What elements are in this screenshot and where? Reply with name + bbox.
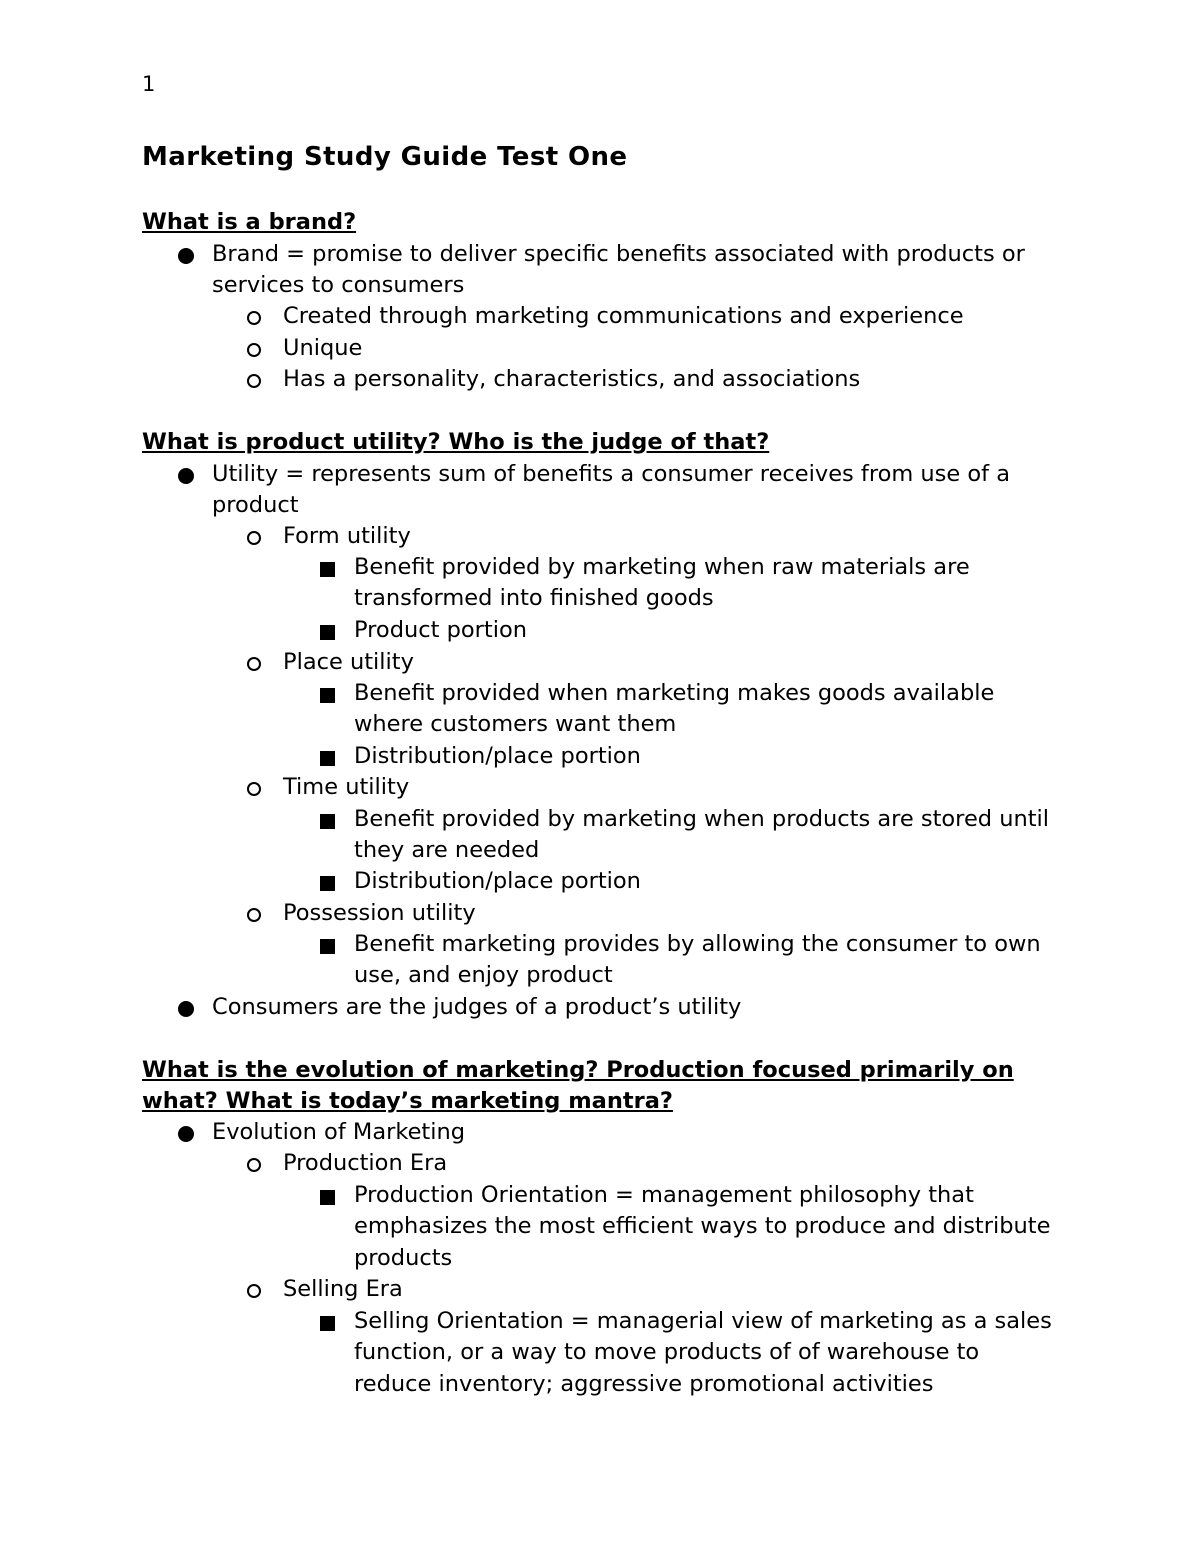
list-item <box>354 929 1054 992</box>
list-item <box>212 992 1062 1023</box>
list-item-text: Utility = represents sum of benefits a consumer receives from use of a product <box>212 461 1011 519</box>
heading-line: What is a brand? <box>142 209 357 235</box>
list-item <box>283 521 1063 552</box>
page-number: 1 <box>142 72 156 96</box>
heading-line: What is the evolution of marketing? Production focused primarily on <box>142 1057 1014 1083</box>
filled-circle-bullet-icon <box>178 1001 194 1017</box>
section-heading-brand <box>142 207 1062 238</box>
square-bullet-icon <box>320 751 335 766</box>
list-item-text: Brand = promise to deliver specific benefits associated with products or services to consumers <box>212 241 1025 299</box>
list-item-text: Consumers are the judges of a product’s utility <box>212 994 742 1020</box>
document-title: Marketing Study Guide Test One <box>142 142 628 172</box>
hollow-circle-bullet-icon <box>247 657 261 671</box>
list-item <box>283 898 1063 929</box>
hollow-circle-bullet-icon <box>247 343 261 357</box>
hollow-circle-bullet-icon <box>247 908 261 922</box>
square-bullet-icon <box>320 814 335 829</box>
list-item <box>354 804 1054 867</box>
list-item-text: Production Era <box>283 1150 448 1176</box>
list-item-text: Evolution of Marketing <box>212 1119 466 1145</box>
list-item <box>354 678 1054 741</box>
square-bullet-icon <box>320 876 335 891</box>
list-item <box>212 1117 1062 1148</box>
hollow-circle-bullet-icon <box>247 374 261 388</box>
hollow-circle-bullet-icon <box>247 531 261 545</box>
list-item <box>283 301 1063 332</box>
list-item-text: Distribution/place portion <box>354 743 641 769</box>
square-bullet-icon <box>320 562 335 577</box>
list-item-text: Unique <box>283 335 363 361</box>
section-heading-evolution <box>142 1055 1062 1118</box>
list-item <box>212 239 1062 302</box>
list-item-text: Form utility <box>283 523 411 549</box>
hollow-circle-bullet-icon <box>247 782 261 796</box>
list-item-text: Distribution/place portion <box>354 868 641 894</box>
list-item-text: Selling Orientation = managerial view of marketing as a sales function, or a way to move products of of warehouse to reduce inventory; aggressive promotional activities <box>354 1308 1052 1397</box>
list-item-text: Production Orientation = management philosophy that emphasizes the most efficient ways to produce and distribute products <box>354 1182 1051 1271</box>
list-item <box>283 1148 1063 1179</box>
square-bullet-icon <box>320 625 335 640</box>
list-item-text: Possession utility <box>283 900 476 926</box>
list-item-text: Place utility <box>283 649 414 675</box>
list-item <box>354 866 1054 897</box>
section-heading-product-utility <box>142 427 1062 458</box>
list-item-text: Benefit marketing provides by allowing the consumer to own use, and enjoy product <box>354 931 1041 989</box>
list-item-text: Benefit provided by marketing when raw materials are transformed into finished goods <box>354 554 970 612</box>
square-bullet-icon <box>320 939 335 954</box>
hollow-circle-bullet-icon <box>247 1158 261 1172</box>
list-item <box>283 772 1063 803</box>
filled-circle-bullet-icon <box>178 1126 194 1142</box>
list-item <box>354 552 1054 615</box>
heading-line: what? What is today’s marketing mantra? <box>142 1088 673 1115</box>
list-item-text: Selling Era <box>283 1276 403 1302</box>
hollow-circle-bullet-icon <box>247 1284 261 1298</box>
list-item-text: Created through marketing communications and experience <box>283 303 964 329</box>
list-item-text: Product portion <box>354 617 527 643</box>
hollow-circle-bullet-icon <box>247 311 261 325</box>
filled-circle-bullet-icon <box>178 248 194 264</box>
list-item-text: Benefit provided by marketing when products are stored until they are needed <box>354 806 1050 864</box>
list-item-text: Time utility <box>283 774 410 800</box>
square-bullet-icon <box>320 1316 335 1331</box>
square-bullet-icon <box>320 1190 335 1205</box>
list-item <box>283 647 1063 678</box>
list-item <box>283 1274 1063 1305</box>
list-item <box>354 1180 1054 1274</box>
list-item <box>283 364 1063 395</box>
list-item-text: Has a personality, characteristics, and associations <box>283 366 861 392</box>
filled-circle-bullet-icon <box>178 468 194 484</box>
list-item <box>283 333 1063 364</box>
list-item-text: Benefit provided when marketing makes goods available where customers want them <box>354 680 995 738</box>
list-item <box>354 1306 1054 1400</box>
square-bullet-icon <box>320 688 335 703</box>
list-item <box>354 615 1054 646</box>
heading-line: What is product utility? Who is the judge of that? <box>142 429 770 455</box>
list-item <box>212 459 1062 522</box>
list-item <box>354 741 1054 772</box>
